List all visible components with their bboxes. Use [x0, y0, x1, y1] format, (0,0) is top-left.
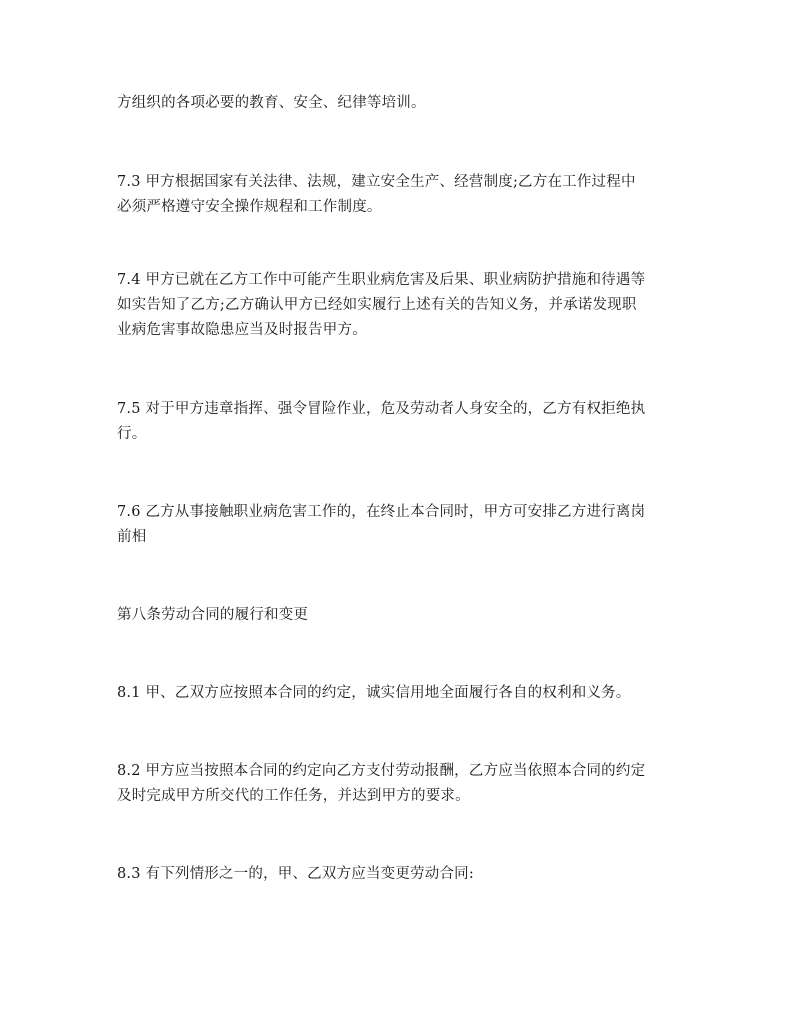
paragraph-7-3-safety-rules: 7.3 甲方根据国家有关法律、法规，建立安全生产、经营制度;乙方在工作过程中 必须严格遵守安全操作规程和工作制度。 — [117, 174, 636, 215]
paragraph-8-3-contract-changes: 8.3 有下列情形之一的，甲、乙双方应当变更劳动合同: — [117, 866, 474, 882]
paragraph-7-5-refuse-unsafe-orders: 7.5 对于甲方违章指挥、强令冒险作业，危及劳动者人身安全的，乙方有权拒绝执 行。 — [117, 401, 646, 442]
section-heading-article-8: 第八条劳动合同的履行和变更 — [117, 607, 309, 623]
paragraph-7-4-occupational-hazard-notice: 7.4 甲方已就在乙方工作中可能产生职业病危害及后果、职业病防护措施和待遇等 如实告知了乙方;乙方确认甲方已经如实履行上述有关的告知义务，并承诺发现职 业病危害事故隐患应当及时报告甲方。 — [117, 272, 646, 338]
paragraph-8-2-payment-and-tasks: 8.2 甲方应当按照本合同的约定向乙方支付劳动报酬，乙方应当依照本合同的约定 及时完成甲方所交代的工作任务，并达到甲方的要求。 — [117, 763, 646, 804]
paragraph-training-continuation: 方组织的各项必要的教育、安全、纪律等培训。 — [117, 95, 426, 111]
paragraph-7-6-pre-departure-check: 7.6 乙方从事接触职业病危害工作的，在终止本合同时，甲方可安排乙方进行离岗 前相 — [117, 504, 646, 545]
paragraph-8-1-good-faith-performance: 8.1 甲、乙双方应按照本合同的约定，诚实信用地全面履行各自的权利和义务。 — [117, 685, 631, 701]
